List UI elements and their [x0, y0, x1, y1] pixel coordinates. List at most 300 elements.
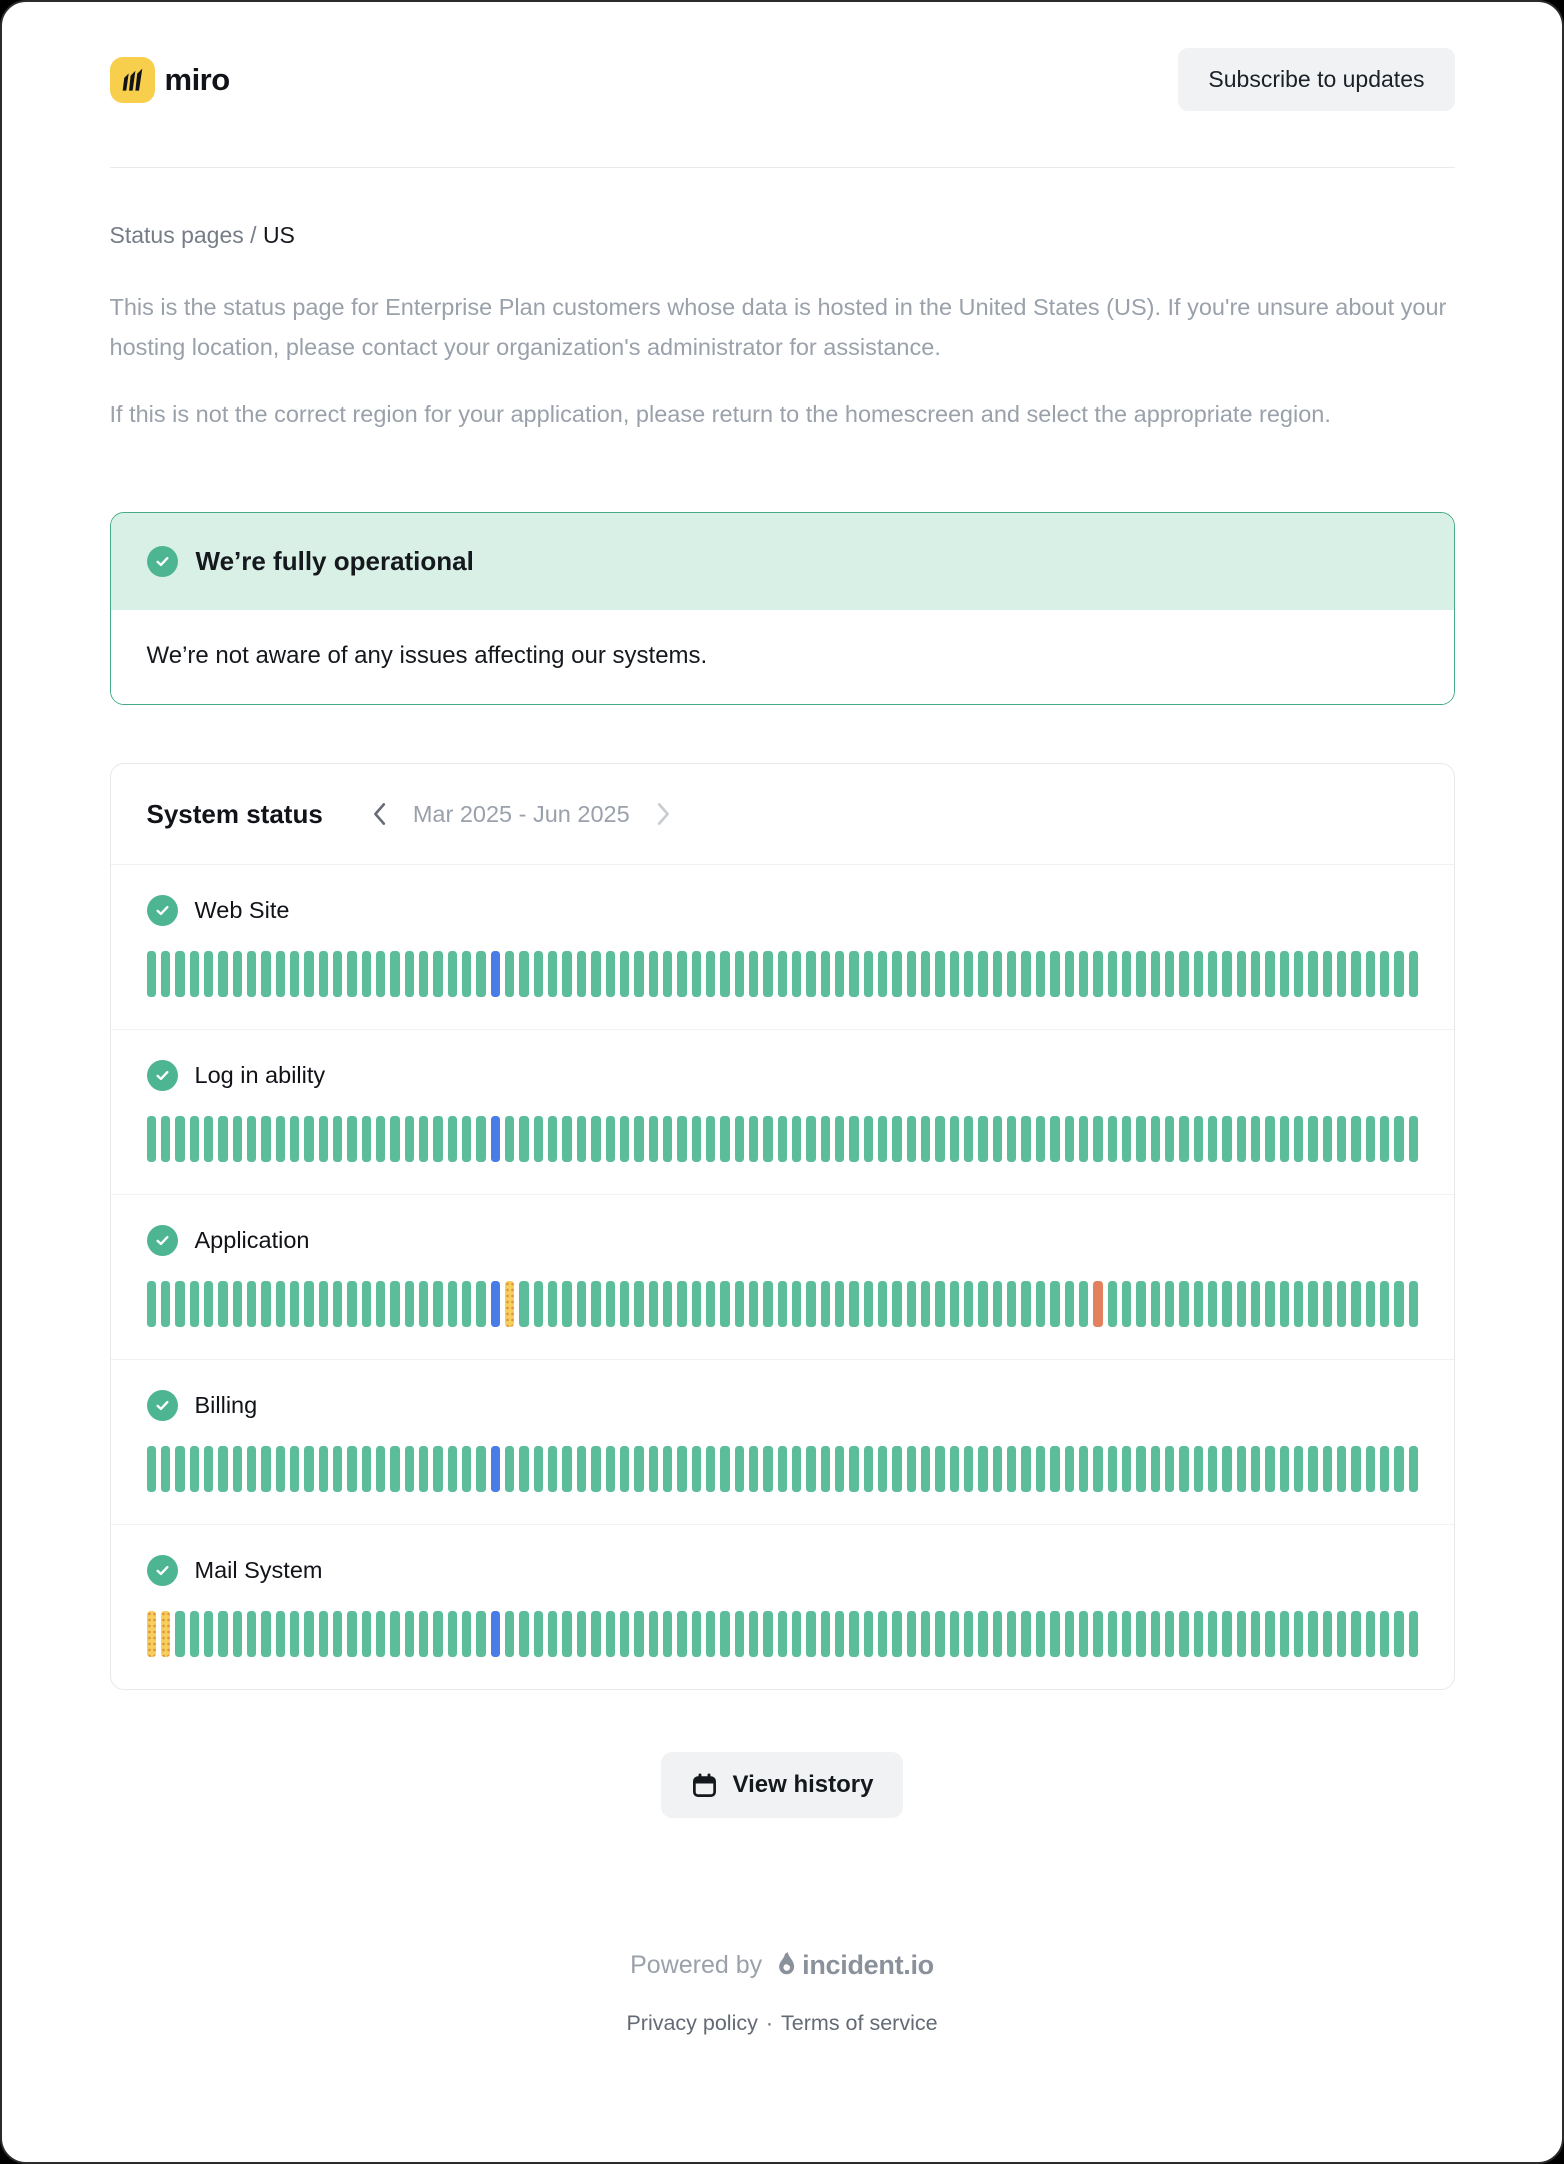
- uptime-tick[interactable]: [1179, 1611, 1188, 1657]
- uptime-tick[interactable]: [362, 1116, 371, 1162]
- uptime-tick[interactable]: [591, 1281, 600, 1327]
- uptime-tick[interactable]: [1050, 951, 1059, 997]
- uptime-tick[interactable]: [161, 1281, 170, 1327]
- uptime-tick[interactable]: [849, 1446, 858, 1492]
- uptime-tick[interactable]: [978, 1116, 987, 1162]
- uptime-tick[interactable]: [491, 1611, 500, 1657]
- uptime-tick[interactable]: [1294, 1446, 1303, 1492]
- uptime-tick[interactable]: [964, 1116, 973, 1162]
- uptime-tick[interactable]: [276, 1446, 285, 1492]
- uptime-tick[interactable]: [405, 951, 414, 997]
- uptime-tick[interactable]: [405, 1116, 414, 1162]
- uptime-tick[interactable]: [835, 1446, 844, 1492]
- uptime-tick[interactable]: [1265, 951, 1274, 997]
- uptime-tick[interactable]: [1323, 1611, 1332, 1657]
- uptime-tick[interactable]: [1222, 1116, 1231, 1162]
- uptime-tick[interactable]: [448, 1116, 457, 1162]
- uptime-tick[interactable]: [1409, 951, 1418, 997]
- uptime-tick[interactable]: [1122, 1116, 1131, 1162]
- uptime-tick[interactable]: [247, 951, 256, 997]
- uptime-tick[interactable]: [1337, 1446, 1346, 1492]
- uptime-tick[interactable]: [1380, 1446, 1389, 1492]
- uptime-tick[interactable]: [677, 1611, 686, 1657]
- uptime-tick[interactable]: [1151, 951, 1160, 997]
- uptime-tick[interactable]: [835, 1611, 844, 1657]
- uptime-tick[interactable]: [935, 1116, 944, 1162]
- uptime-tick[interactable]: [534, 951, 543, 997]
- uptime-tick[interactable]: [606, 1116, 615, 1162]
- uptime-tick[interactable]: [505, 1611, 514, 1657]
- uptime-tick[interactable]: [290, 951, 299, 997]
- uptime-tick[interactable]: [577, 1116, 586, 1162]
- uptime-tick[interactable]: [505, 1116, 514, 1162]
- uptime-tick[interactable]: [448, 1611, 457, 1657]
- uptime-tick[interactable]: [405, 1446, 414, 1492]
- uptime-tick[interactable]: [1409, 1116, 1418, 1162]
- uptime-tick[interactable]: [519, 1116, 528, 1162]
- subscribe-button[interactable]: Subscribe to updates: [1178, 48, 1454, 111]
- uptime-tick[interactable]: [204, 1116, 213, 1162]
- uptime-tick[interactable]: [907, 951, 916, 997]
- uptime-tick[interactable]: [1036, 1446, 1045, 1492]
- uptime-tick[interactable]: [935, 1611, 944, 1657]
- uptime-tick[interactable]: [476, 1281, 485, 1327]
- uptime-tick[interactable]: [1351, 1281, 1360, 1327]
- uptime-tick[interactable]: [735, 1116, 744, 1162]
- uptime-tick[interactable]: [519, 1281, 528, 1327]
- uptime-tick[interactable]: [821, 951, 830, 997]
- uptime-tick[interactable]: [290, 1281, 299, 1327]
- uptime-tick[interactable]: [333, 1446, 342, 1492]
- uptime-tick[interactable]: [778, 1116, 787, 1162]
- uptime-tick[interactable]: [849, 1611, 858, 1657]
- uptime-tick[interactable]: [878, 951, 887, 997]
- view-history-button[interactable]: [661, 1752, 904, 1818]
- uptime-tick[interactable]: [1208, 1611, 1217, 1657]
- uptime-tick[interactable]: [763, 1281, 772, 1327]
- uptime-tick[interactable]: [591, 1446, 600, 1492]
- uptime-tick[interactable]: [907, 1281, 916, 1327]
- uptime-tick[interactable]: [778, 1281, 787, 1327]
- uptime-tick[interactable]: [634, 951, 643, 997]
- uptime-tick[interactable]: [333, 1611, 342, 1657]
- uptime-tick[interactable]: [663, 1611, 672, 1657]
- uptime-tick[interactable]: [405, 1611, 414, 1657]
- uptime-tick[interactable]: [1294, 1281, 1303, 1327]
- uptime-tick[interactable]: [147, 951, 156, 997]
- uptime-tick[interactable]: [433, 1281, 442, 1327]
- uptime-tick[interactable]: [634, 1116, 643, 1162]
- uptime-tick[interactable]: [562, 1281, 571, 1327]
- uptime-tick[interactable]: [1366, 1116, 1375, 1162]
- uptime-tick[interactable]: [1351, 1611, 1360, 1657]
- uptime-tick[interactable]: [147, 1446, 156, 1492]
- privacy-policy-link[interactable]: Privacy policy: [626, 2011, 758, 2036]
- uptime-tick[interactable]: [175, 951, 184, 997]
- uptime-tick[interactable]: [935, 1446, 944, 1492]
- uptime-tick[interactable]: [1280, 1281, 1289, 1327]
- uptime-tick[interactable]: [1194, 1116, 1203, 1162]
- uptime-tick[interactable]: [1237, 1611, 1246, 1657]
- uptime-tick[interactable]: [591, 1116, 600, 1162]
- uptime-tick[interactable]: [347, 1281, 356, 1327]
- uptime-tick[interactable]: [993, 1446, 1002, 1492]
- uptime-tick[interactable]: [864, 1116, 873, 1162]
- uptime-tick[interactable]: [1021, 1281, 1030, 1327]
- uptime-tick[interactable]: [821, 1281, 830, 1327]
- uptime-tick[interactable]: [1007, 1281, 1016, 1327]
- uptime-tick[interactable]: [1208, 1116, 1217, 1162]
- uptime-tick[interactable]: [706, 1611, 715, 1657]
- uptime-tick[interactable]: [347, 951, 356, 997]
- uptime-tick[interactable]: [1165, 1116, 1174, 1162]
- brand-logo[interactable]: [110, 57, 230, 103]
- uptime-tick[interactable]: [1179, 1446, 1188, 1492]
- uptime-tick[interactable]: [620, 1116, 629, 1162]
- uptime-tick[interactable]: [1280, 1116, 1289, 1162]
- uptime-tick[interactable]: [362, 1446, 371, 1492]
- uptime-tick[interactable]: [649, 1611, 658, 1657]
- uptime-tick[interactable]: [276, 1281, 285, 1327]
- uptime-tick[interactable]: [462, 1446, 471, 1492]
- terms-of-service-link[interactable]: Terms of service: [781, 2011, 938, 2036]
- uptime-tick[interactable]: [620, 1611, 629, 1657]
- uptime-tick[interactable]: [892, 1446, 901, 1492]
- uptime-tick[interactable]: [276, 951, 285, 997]
- uptime-tick[interactable]: [1007, 1611, 1016, 1657]
- uptime-tick[interactable]: [1179, 1116, 1188, 1162]
- uptime-tick[interactable]: [1323, 1281, 1332, 1327]
- uptime-tick[interactable]: [175, 1446, 184, 1492]
- uptime-tick[interactable]: [1021, 951, 1030, 997]
- uptime-tick[interactable]: [1380, 951, 1389, 997]
- uptime-tick[interactable]: [1050, 1446, 1059, 1492]
- uptime-tick[interactable]: [663, 951, 672, 997]
- uptime-tick[interactable]: [1165, 951, 1174, 997]
- uptime-tick[interactable]: [1366, 1611, 1375, 1657]
- uptime-tick[interactable]: [448, 1446, 457, 1492]
- uptime-tick[interactable]: [706, 951, 715, 997]
- uptime-tick[interactable]: [448, 951, 457, 997]
- uptime-tick[interactable]: [519, 951, 528, 997]
- uptime-tick[interactable]: [1265, 1611, 1274, 1657]
- uptime-tick[interactable]: [1065, 951, 1074, 997]
- uptime-tick[interactable]: [606, 1446, 615, 1492]
- uptime-tick[interactable]: [319, 951, 328, 997]
- uptime-tick[interactable]: [419, 1446, 428, 1492]
- uptime-tick[interactable]: [892, 1281, 901, 1327]
- uptime-tick[interactable]: [1351, 1116, 1360, 1162]
- uptime-tick[interactable]: [261, 1611, 270, 1657]
- uptime-tick[interactable]: [577, 1281, 586, 1327]
- uptime-tick[interactable]: [319, 1281, 328, 1327]
- uptime-tick[interactable]: [491, 1446, 500, 1492]
- uptime-tick[interactable]: [304, 1116, 313, 1162]
- uptime-tick[interactable]: [1179, 951, 1188, 997]
- uptime-tick[interactable]: [778, 1611, 787, 1657]
- uptime-tick[interactable]: [763, 1446, 772, 1492]
- uptime-tick[interactable]: [1308, 1446, 1317, 1492]
- uptime-tick[interactable]: [606, 951, 615, 997]
- uptime-tick[interactable]: [1237, 1281, 1246, 1327]
- uptime-tick[interactable]: [1021, 1611, 1030, 1657]
- uptime-tick[interactable]: [649, 951, 658, 997]
- uptime-tick[interactable]: [304, 951, 313, 997]
- uptime-tick[interactable]: [505, 1281, 514, 1327]
- uptime-tick[interactable]: [892, 951, 901, 997]
- uptime-tick[interactable]: [1409, 1611, 1418, 1657]
- uptime-tick[interactable]: [1079, 1116, 1088, 1162]
- uptime-tick[interactable]: [1093, 1611, 1102, 1657]
- uptime-tick[interactable]: [1237, 1446, 1246, 1492]
- uptime-tick[interactable]: [218, 951, 227, 997]
- uptime-tick[interactable]: [204, 1281, 213, 1327]
- uptime-tick[interactable]: [161, 1446, 170, 1492]
- uptime-tick[interactable]: [1151, 1446, 1160, 1492]
- uptime-tick[interactable]: [964, 1281, 973, 1327]
- uptime-tick[interactable]: [634, 1611, 643, 1657]
- uptime-tick[interactable]: [1065, 1116, 1074, 1162]
- uptime-tick[interactable]: [1194, 1611, 1203, 1657]
- uptime-tick[interactable]: [1409, 1281, 1418, 1327]
- uptime-tick[interactable]: [161, 951, 170, 997]
- uptime-tick[interactable]: [1007, 951, 1016, 997]
- uptime-tick[interactable]: [1222, 1611, 1231, 1657]
- uptime-tick[interactable]: [849, 1116, 858, 1162]
- uptime-tick[interactable]: [505, 951, 514, 997]
- chevron-right-icon[interactable]: [652, 798, 676, 830]
- uptime-tick[interactable]: [233, 951, 242, 997]
- uptime-tick[interactable]: [1351, 951, 1360, 997]
- uptime-tick[interactable]: [161, 1611, 170, 1657]
- uptime-tick[interactable]: [419, 1116, 428, 1162]
- uptime-tick[interactable]: [476, 1446, 485, 1492]
- uptime-tick[interactable]: [849, 951, 858, 997]
- uptime-tick[interactable]: [1337, 1611, 1346, 1657]
- uptime-tick[interactable]: [175, 1611, 184, 1657]
- uptime-tick[interactable]: [347, 1446, 356, 1492]
- uptime-tick[interactable]: [907, 1611, 916, 1657]
- uptime-tick[interactable]: [548, 1281, 557, 1327]
- uptime-tick[interactable]: [577, 1611, 586, 1657]
- uptime-tick[interactable]: [792, 1116, 801, 1162]
- uptime-tick[interactable]: [978, 1611, 987, 1657]
- uptime-tick[interactable]: [362, 1611, 371, 1657]
- uptime-tick[interactable]: [190, 1446, 199, 1492]
- uptime-tick[interactable]: [462, 1281, 471, 1327]
- uptime-tick[interactable]: [218, 1611, 227, 1657]
- uptime-tick[interactable]: [864, 1446, 873, 1492]
- uptime-tick[interactable]: [562, 951, 571, 997]
- uptime-tick[interactable]: [921, 1446, 930, 1492]
- uptime-tick[interactable]: [1394, 1611, 1403, 1657]
- uptime-tick[interactable]: [1380, 1116, 1389, 1162]
- uptime-tick[interactable]: [1165, 1611, 1174, 1657]
- uptime-tick[interactable]: [792, 1446, 801, 1492]
- uptime-tick[interactable]: [1036, 1116, 1045, 1162]
- uptime-tick[interactable]: [1093, 1446, 1102, 1492]
- uptime-tick[interactable]: [1222, 1446, 1231, 1492]
- uptime-tick[interactable]: [1136, 1281, 1145, 1327]
- uptime-tick[interactable]: [878, 1281, 887, 1327]
- uptime-tick[interactable]: [892, 1611, 901, 1657]
- uptime-tick[interactable]: [1222, 1281, 1231, 1327]
- uptime-tick[interactable]: [663, 1281, 672, 1327]
- uptime-tick[interactable]: [1165, 1281, 1174, 1327]
- uptime-tick[interactable]: [233, 1611, 242, 1657]
- chevron-left-icon[interactable]: [367, 798, 391, 830]
- uptime-tick[interactable]: [204, 951, 213, 997]
- uptime-tick[interactable]: [1122, 1611, 1131, 1657]
- uptime-tick[interactable]: [878, 1446, 887, 1492]
- uptime-tick[interactable]: [821, 1611, 830, 1657]
- uptime-tick[interactable]: [921, 951, 930, 997]
- uptime-tick[interactable]: [405, 1281, 414, 1327]
- uptime-tick[interactable]: [950, 951, 959, 997]
- uptime-tick[interactable]: [548, 951, 557, 997]
- uptime-tick[interactable]: [247, 1446, 256, 1492]
- uptime-tick[interactable]: [749, 1446, 758, 1492]
- uptime-tick[interactable]: [190, 951, 199, 997]
- uptime-tick[interactable]: [390, 951, 399, 997]
- uptime-tick[interactable]: [1050, 1116, 1059, 1162]
- uptime-tick[interactable]: [333, 1116, 342, 1162]
- uptime-tick[interactable]: [1108, 1446, 1117, 1492]
- uptime-tick[interactable]: [1294, 1611, 1303, 1657]
- uptime-tick[interactable]: [620, 951, 629, 997]
- uptime-tick[interactable]: [491, 1116, 500, 1162]
- uptime-tick[interactable]: [562, 1611, 571, 1657]
- uptime-tick[interactable]: [1265, 1116, 1274, 1162]
- uptime-tick[interactable]: [218, 1281, 227, 1327]
- uptime-tick[interactable]: [247, 1116, 256, 1162]
- uptime-tick[interactable]: [1308, 951, 1317, 997]
- uptime-tick[interactable]: [720, 1281, 729, 1327]
- uptime-tick[interactable]: [649, 1116, 658, 1162]
- uptime-tick[interactable]: [706, 1116, 715, 1162]
- uptime-tick[interactable]: [749, 1116, 758, 1162]
- uptime-tick[interactable]: [247, 1611, 256, 1657]
- uptime-tick[interactable]: [476, 1116, 485, 1162]
- uptime-tick[interactable]: [376, 1446, 385, 1492]
- uptime-tick[interactable]: [1323, 1116, 1332, 1162]
- uptime-tick[interactable]: [347, 1611, 356, 1657]
- uptime-tick[interactable]: [190, 1116, 199, 1162]
- uptime-tick[interactable]: [161, 1116, 170, 1162]
- uptime-tick[interactable]: [878, 1116, 887, 1162]
- uptime-tick[interactable]: [950, 1116, 959, 1162]
- uptime-tick[interactable]: [319, 1611, 328, 1657]
- uptime-tick[interactable]: [462, 1611, 471, 1657]
- uptime-tick[interactable]: [304, 1611, 313, 1657]
- uptime-tick[interactable]: [261, 951, 270, 997]
- uptime-tick[interactable]: [433, 1611, 442, 1657]
- uptime-tick[interactable]: [1208, 1446, 1217, 1492]
- uptime-tick[interactable]: [1050, 1611, 1059, 1657]
- uptime-tick[interactable]: [462, 1116, 471, 1162]
- uptime-tick[interactable]: [907, 1116, 916, 1162]
- uptime-tick[interactable]: [1065, 1611, 1074, 1657]
- uptime-tick[interactable]: [749, 1611, 758, 1657]
- uptime-tick[interactable]: [1179, 1281, 1188, 1327]
- uptime-tick[interactable]: [792, 1281, 801, 1327]
- uptime-tick[interactable]: [692, 1116, 701, 1162]
- uptime-tick[interactable]: [620, 1281, 629, 1327]
- incident-io-logo[interactable]: [776, 1950, 934, 1981]
- uptime-tick[interactable]: [534, 1611, 543, 1657]
- uptime-tick[interactable]: [1251, 951, 1260, 997]
- uptime-tick[interactable]: [534, 1281, 543, 1327]
- uptime-tick[interactable]: [548, 1446, 557, 1492]
- uptime-tick[interactable]: [562, 1116, 571, 1162]
- uptime-tick[interactable]: [1151, 1116, 1160, 1162]
- uptime-tick[interactable]: [735, 1281, 744, 1327]
- uptime-tick[interactable]: [720, 1446, 729, 1492]
- uptime-tick[interactable]: [806, 951, 815, 997]
- uptime-tick[interactable]: [864, 951, 873, 997]
- uptime-tick[interactable]: [1251, 1446, 1260, 1492]
- uptime-tick[interactable]: [1007, 1116, 1016, 1162]
- uptime-tick[interactable]: [692, 951, 701, 997]
- uptime-tick[interactable]: [1237, 951, 1246, 997]
- uptime-tick[interactable]: [534, 1116, 543, 1162]
- uptime-tick[interactable]: [720, 1116, 729, 1162]
- uptime-tick[interactable]: [577, 1446, 586, 1492]
- uptime-tick[interactable]: [1251, 1611, 1260, 1657]
- uptime-tick[interactable]: [1036, 1281, 1045, 1327]
- uptime-tick[interactable]: [806, 1446, 815, 1492]
- uptime-tick[interactable]: [319, 1116, 328, 1162]
- uptime-tick[interactable]: [878, 1611, 887, 1657]
- uptime-tick[interactable]: [376, 1281, 385, 1327]
- uptime-tick[interactable]: [304, 1281, 313, 1327]
- uptime-tick[interactable]: [319, 1446, 328, 1492]
- uptime-tick[interactable]: [1065, 1446, 1074, 1492]
- uptime-tick[interactable]: [233, 1281, 242, 1327]
- uptime-tick[interactable]: [649, 1446, 658, 1492]
- uptime-tick[interactable]: [190, 1281, 199, 1327]
- uptime-tick[interactable]: [333, 1281, 342, 1327]
- uptime-tick[interactable]: [1021, 1116, 1030, 1162]
- uptime-tick[interactable]: [692, 1611, 701, 1657]
- uptime-tick[interactable]: [1308, 1611, 1317, 1657]
- uptime-tick[interactable]: [1136, 951, 1145, 997]
- uptime-tick[interactable]: [390, 1116, 399, 1162]
- uptime-tick[interactable]: [978, 1281, 987, 1327]
- uptime-tick[interactable]: [261, 1446, 270, 1492]
- uptime-tick[interactable]: [1308, 1281, 1317, 1327]
- uptime-tick[interactable]: [491, 1281, 500, 1327]
- uptime-tick[interactable]: [1409, 1446, 1418, 1492]
- uptime-tick[interactable]: [333, 951, 342, 997]
- uptime-tick[interactable]: [864, 1281, 873, 1327]
- uptime-tick[interactable]: [433, 951, 442, 997]
- uptime-tick[interactable]: [548, 1116, 557, 1162]
- uptime-tick[interactable]: [620, 1446, 629, 1492]
- uptime-tick[interactable]: [1122, 1281, 1131, 1327]
- uptime-tick[interactable]: [204, 1611, 213, 1657]
- uptime-tick[interactable]: [1380, 1611, 1389, 1657]
- uptime-tick[interactable]: [921, 1281, 930, 1327]
- uptime-tick[interactable]: [376, 1116, 385, 1162]
- uptime-tick[interactable]: [1122, 1446, 1131, 1492]
- uptime-tick[interactable]: [233, 1446, 242, 1492]
- uptime-tick[interactable]: [1108, 1116, 1117, 1162]
- uptime-tick[interactable]: [806, 1281, 815, 1327]
- uptime-tick[interactable]: [1093, 1116, 1102, 1162]
- uptime-tick[interactable]: [591, 951, 600, 997]
- uptime-tick[interactable]: [778, 951, 787, 997]
